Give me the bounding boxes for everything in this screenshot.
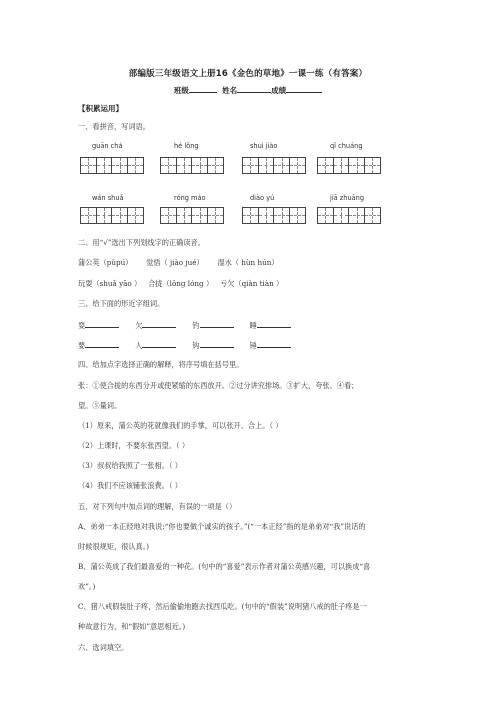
writing-grid[interactable] (242, 207, 305, 224)
writing-grid[interactable] (160, 157, 223, 174)
q4-item[interactable]: （1）原来，蒲公英的花就像我们的手掌，可以张开、合上。（ ） (78, 421, 283, 430)
writing-grid[interactable] (317, 157, 380, 174)
q4-definitions-line-1: 张：①使合拢的东西分开或使紧缩的东西放开。②过分讲究排场。③扩大，夸张。④看； (78, 381, 359, 390)
page-title: 部编版三年级语文上册16《金色的草地》一课一练（有答案） (128, 69, 368, 79)
q3-row-1 (78, 320, 291, 331)
reading-item[interactable]: 觉悟（ jiào jué） (146, 258, 204, 267)
class-blank[interactable] (189, 84, 217, 93)
answer-blank[interactable] (200, 340, 234, 348)
q5-option-b-line-1[interactable]: B、蒲公英成了我们最喜爱的一种花。(句中的“喜爱”表示作者对蒲公英感兴趣，可以换成“喜 (78, 562, 371, 571)
q5-option-c-line-2: 种故意行为，和“假如”意思相近。) (78, 622, 186, 631)
student-info-line (0, 84, 496, 96)
q4-heading: 四、给加点字选择正确的解释，将序号填在括号里。 (78, 360, 244, 369)
writing-grid[interactable] (80, 207, 143, 224)
char: 锤 (249, 341, 257, 350)
score-label: 成绩 (271, 86, 287, 95)
reading-item[interactable]: 蒲公英（pǔpú） (78, 258, 133, 267)
reading-item[interactable]: 玩耍（shuǎ yāo ） (78, 279, 142, 288)
answer-blank[interactable] (142, 340, 176, 348)
q4-item[interactable]: （4）我们不应该铺张浪费。（ ） (78, 481, 182, 490)
score-blank[interactable] (286, 84, 322, 93)
q5-option-a-line-1[interactable]: A、弟弟一本正经地对我说:“你也要做个诚实的孩子。”(“一本正经”指的是弟弟对“我”说话的 (78, 522, 366, 531)
writing-grid[interactable] (160, 207, 223, 224)
writing-grid[interactable] (317, 207, 380, 224)
q4-definitions-line-2: 望。⑤量词。 (78, 401, 122, 410)
answer-blank[interactable] (257, 320, 291, 328)
q3-row-2 (78, 340, 291, 351)
pinyin-label: hé lǒng (174, 142, 199, 150)
name-blank[interactable] (237, 84, 271, 93)
char: 人 (135, 341, 143, 350)
q5-heading: 五、对下列句中加点词的理解，有误的一项是（） (78, 502, 237, 511)
pinyin-label: diào yú (250, 194, 275, 202)
q2-line-2 (78, 279, 283, 289)
pinyin-label: wán shuǎ (92, 194, 124, 202)
reading-item[interactable]: 合拢（lǒng lóng ） (148, 279, 214, 288)
answer-blank[interactable] (200, 320, 234, 328)
writing-grid[interactable] (242, 157, 305, 174)
writing-grid[interactable] (80, 157, 143, 174)
char: 钓 (192, 321, 200, 330)
q2-line-1 (78, 258, 279, 268)
q6-heading: 六、选词填空。 (78, 643, 129, 652)
char: 钩 (192, 341, 200, 350)
answer-blank[interactable] (85, 340, 119, 348)
char: 要 (78, 341, 86, 350)
q5-option-c-line-1[interactable]: C、猪八戒假装肚子疼，然后偷偷地跑去找西瓜吃。(句中的“假装”说明猪八戒的肚子疼是一 (78, 602, 367, 611)
q5-option-b-line-2: 欢”。) (78, 582, 96, 591)
q3-heading: 三、给下面的形近字组词。 (78, 299, 165, 308)
answer-blank[interactable] (257, 340, 291, 348)
q2-heading: 二、用“√”选出下列划线字的正确读音。 (78, 238, 205, 247)
q4-item[interactable]: （3）叔叔给我照了一张相。（ ） (78, 461, 182, 470)
pinyin-label: jiā zhuāng (330, 194, 365, 202)
q5-option-a-line-2: 时候很规矩，很认真。) (78, 542, 150, 551)
char: 欠 (135, 321, 143, 330)
pinyin-label: qǐ chuáng (330, 142, 363, 150)
reading-item[interactable]: 亏欠（qiàn tiàn ） (220, 279, 284, 288)
char: 耍 (78, 321, 86, 330)
section-heading: 【积累运用】 (78, 104, 123, 113)
pinyin-label: guān chá (92, 142, 123, 150)
name-label: 姓名 (222, 86, 238, 95)
pinyin-label: shuì jiào (250, 142, 278, 150)
char: 睡 (249, 321, 257, 330)
q1-heading: 一、看拼音，写词语。 (78, 122, 150, 131)
answer-blank[interactable] (85, 320, 119, 328)
reading-item[interactable]: 湿水（ hùn hún） (217, 258, 279, 267)
q4-item[interactable]: （2）上课时，不要东张西望。（ ） (78, 441, 190, 450)
answer-blank[interactable] (142, 320, 176, 328)
class-label: 班级 (173, 86, 189, 95)
pinyin-label: róng máo (174, 194, 206, 202)
